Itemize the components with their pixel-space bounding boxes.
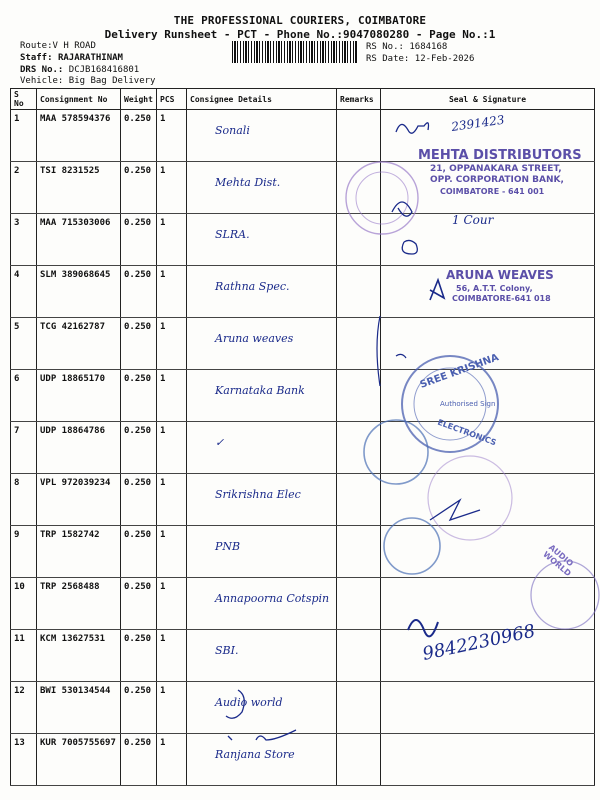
cell-weight: 0.250 bbox=[121, 266, 157, 318]
cell-sno: 8 bbox=[11, 474, 37, 526]
sig3-text: 1 Cour bbox=[452, 213, 494, 227]
cell-seal bbox=[381, 630, 595, 682]
cell-remarks bbox=[337, 526, 381, 578]
cell-weight: 0.250 bbox=[121, 578, 157, 630]
rs-date-value: 12-Feb-2026 bbox=[414, 54, 475, 64]
cell-consignment: SLM 389068645 bbox=[37, 266, 121, 318]
cell-weight: 0.250 bbox=[121, 630, 157, 682]
vehicle-line bbox=[20, 76, 155, 87]
staff-line bbox=[20, 53, 123, 64]
cell-sno: 12 bbox=[11, 682, 37, 734]
cell-consignment: MAA 715303006 bbox=[37, 214, 121, 266]
cell-consignee: Sonali bbox=[187, 110, 337, 162]
cell-consignment: TRP 1582742 bbox=[37, 526, 121, 578]
cell-consignee: SBI. bbox=[187, 630, 337, 682]
cell-consignment: TSI 8231525 bbox=[37, 162, 121, 214]
cell-consignee: Audio world bbox=[187, 682, 337, 734]
cell-remarks bbox=[337, 682, 381, 734]
cell-sno: 2 bbox=[11, 162, 37, 214]
handwritten-phone: 9842230968 bbox=[420, 620, 538, 665]
cell-remarks bbox=[337, 162, 381, 214]
table-row bbox=[11, 318, 595, 370]
cell-sno: 1 bbox=[11, 110, 37, 162]
cell-seal bbox=[381, 578, 595, 630]
aruna-stamp-line1: ARUNA WEAVES bbox=[446, 268, 554, 282]
runsheet-subtitle: Delivery Runsheet - PCT - Phone No.:9047080280 - Page No.:1 bbox=[104, 28, 496, 41]
cell-weight: 0.250 bbox=[121, 734, 157, 786]
cell-sno: 9 bbox=[11, 526, 37, 578]
cell-sno: 4 bbox=[11, 266, 37, 318]
cell-weight: 0.250 bbox=[121, 162, 157, 214]
table-row bbox=[11, 214, 595, 266]
cell-remarks bbox=[337, 422, 381, 474]
table-row bbox=[11, 630, 595, 682]
cell-consignment: TRP 2568488 bbox=[37, 578, 121, 630]
col-weight: Weight bbox=[121, 89, 157, 110]
cell-weight: 0.250 bbox=[121, 370, 157, 422]
mehta-stamp-line1: MEHTA DISTRIBUTORS bbox=[418, 148, 582, 163]
cell-consignee: ✓ bbox=[187, 422, 337, 474]
cell-seal bbox=[381, 474, 595, 526]
rs-date-line bbox=[366, 53, 474, 65]
vehicle-label: Vehicle: bbox=[20, 76, 64, 86]
cell-consignment: MAA 578594376 bbox=[37, 110, 121, 162]
cell-consignee: Karnataka Bank bbox=[187, 370, 337, 422]
cell-pcs: 1 bbox=[157, 630, 187, 682]
cell-pcs: 1 bbox=[157, 162, 187, 214]
cell-weight: 0.250 bbox=[121, 474, 157, 526]
cell-seal bbox=[381, 214, 595, 266]
cell-remarks bbox=[337, 578, 381, 630]
table-header-row bbox=[11, 89, 595, 110]
col-seal: Seal & Signature bbox=[381, 89, 595, 110]
cell-consignee: Ranjana Store bbox=[187, 734, 337, 786]
cell-pcs: 1 bbox=[157, 578, 187, 630]
cell-sno: 5 bbox=[11, 318, 37, 370]
cell-sno: 7 bbox=[11, 422, 37, 474]
route-value: V H ROAD bbox=[52, 41, 96, 51]
rs-no-label: RS No.: bbox=[366, 42, 404, 52]
cell-consignment: UDP 18864786 bbox=[37, 422, 121, 474]
cell-consignee: SLRA. bbox=[187, 214, 337, 266]
cell-sno: 3 bbox=[11, 214, 37, 266]
company-title: THE PROFESSIONAL COURIERS, COIMBATORE bbox=[173, 14, 427, 27]
cell-remarks bbox=[337, 266, 381, 318]
drs-label: DRS No.: bbox=[20, 65, 64, 75]
cell-remarks bbox=[337, 214, 381, 266]
cell-weight: 0.250 bbox=[121, 682, 157, 734]
cell-remarks bbox=[337, 370, 381, 422]
barcode bbox=[232, 41, 358, 63]
cell-pcs: 1 bbox=[157, 214, 187, 266]
krishna-stamp-line1: SREE KRISHNA bbox=[418, 352, 501, 391]
drs-line bbox=[20, 65, 139, 76]
table-row bbox=[11, 682, 595, 734]
cell-seal bbox=[381, 370, 595, 422]
cell-pcs: 1 bbox=[157, 734, 187, 786]
cell-weight: 0.250 bbox=[121, 318, 157, 370]
aruna-stamp-line2: 56, A.T.T. Colony, bbox=[456, 284, 533, 293]
mehta-stamp-line4: COIMBATORE - 641 001 bbox=[440, 187, 545, 196]
rs-date-label: RS Date: bbox=[366, 54, 410, 64]
cell-pcs: 1 bbox=[157, 682, 187, 734]
cell-consignment: TCG 42162787 bbox=[37, 318, 121, 370]
cell-remarks bbox=[337, 318, 381, 370]
staff-value: RAJARATHINAM bbox=[57, 53, 123, 63]
audio-stamp: AUDIO WORLD bbox=[541, 542, 575, 579]
rs-no-value: 1684168 bbox=[409, 42, 448, 52]
cell-pcs: 1 bbox=[157, 422, 187, 474]
cell-consignee: Annapoorna Cotspin bbox=[187, 578, 337, 630]
route-line bbox=[20, 41, 96, 52]
col-remarks: Remarks bbox=[337, 89, 381, 110]
cell-pcs: 1 bbox=[157, 526, 187, 578]
cell-pcs: 1 bbox=[157, 474, 187, 526]
route-label: Route: bbox=[20, 41, 53, 51]
cell-sno: 10 bbox=[11, 578, 37, 630]
rs-meta bbox=[366, 41, 474, 65]
cell-consignment: BWI 530134544 bbox=[37, 682, 121, 734]
cell-remarks bbox=[337, 110, 381, 162]
cell-consignment: KUR 7005755697 bbox=[37, 734, 121, 786]
table-row bbox=[11, 526, 595, 578]
cell-sno: 13 bbox=[11, 734, 37, 786]
mehta-stamp-line2: 21, OPPANAKARA STREET, bbox=[430, 164, 562, 174]
col-pcs: PCS bbox=[157, 89, 187, 110]
cell-remarks bbox=[337, 474, 381, 526]
table-row bbox=[11, 578, 595, 630]
cell-seal bbox=[381, 682, 595, 734]
cell-consignee: PNB bbox=[187, 526, 337, 578]
cell-remarks bbox=[337, 734, 381, 786]
cell-pcs: 1 bbox=[157, 266, 187, 318]
col-consignment: Consignment No bbox=[37, 89, 121, 110]
table-row bbox=[11, 422, 595, 474]
table-row bbox=[11, 734, 595, 786]
cell-sno: 6 bbox=[11, 370, 37, 422]
cell-consignee: Aruna weaves bbox=[187, 318, 337, 370]
cell-weight: 0.250 bbox=[121, 214, 157, 266]
col-consignee: Consignee Details bbox=[187, 89, 337, 110]
cell-sno: 11 bbox=[11, 630, 37, 682]
krishna-stamp-line3: ELECTRONICS bbox=[436, 417, 498, 448]
mehta-stamp-line3: OPP. CORPORATION BANK, bbox=[430, 175, 564, 185]
cell-seal bbox=[381, 422, 595, 474]
vehicle-value: Big Bag Delivery bbox=[68, 76, 156, 86]
drs-value: DCJB168416801 bbox=[68, 65, 140, 75]
cell-seal bbox=[381, 734, 595, 786]
cell-consignee: Srikrishna Elec bbox=[187, 474, 337, 526]
cell-weight: 0.250 bbox=[121, 422, 157, 474]
cell-consignment: VPL 972039234 bbox=[37, 474, 121, 526]
table-row bbox=[11, 474, 595, 526]
cell-remarks bbox=[337, 630, 381, 682]
cell-weight: 0.250 bbox=[121, 526, 157, 578]
cell-weight: 0.250 bbox=[121, 110, 157, 162]
sig1-number: 2391423 bbox=[450, 112, 506, 134]
col-sno: S No bbox=[11, 89, 37, 110]
rs-no-line bbox=[366, 41, 474, 53]
aruna-stamp-line3: COIMBATORE-641 018 bbox=[452, 294, 551, 303]
krishna-stamp-line2: Authorised Sign bbox=[440, 400, 496, 408]
table-row bbox=[11, 370, 595, 422]
cell-consignment: UDP 18865170 bbox=[37, 370, 121, 422]
cell-pcs: 1 bbox=[157, 370, 187, 422]
cell-consignee: Rathna Spec. bbox=[187, 266, 337, 318]
cell-pcs: 1 bbox=[157, 110, 187, 162]
cell-consignee: Mehta Dist. bbox=[187, 162, 337, 214]
cell-consignment: KCM 13627531 bbox=[37, 630, 121, 682]
staff-label: Staff: bbox=[20, 53, 53, 63]
cell-pcs: 1 bbox=[157, 318, 187, 370]
